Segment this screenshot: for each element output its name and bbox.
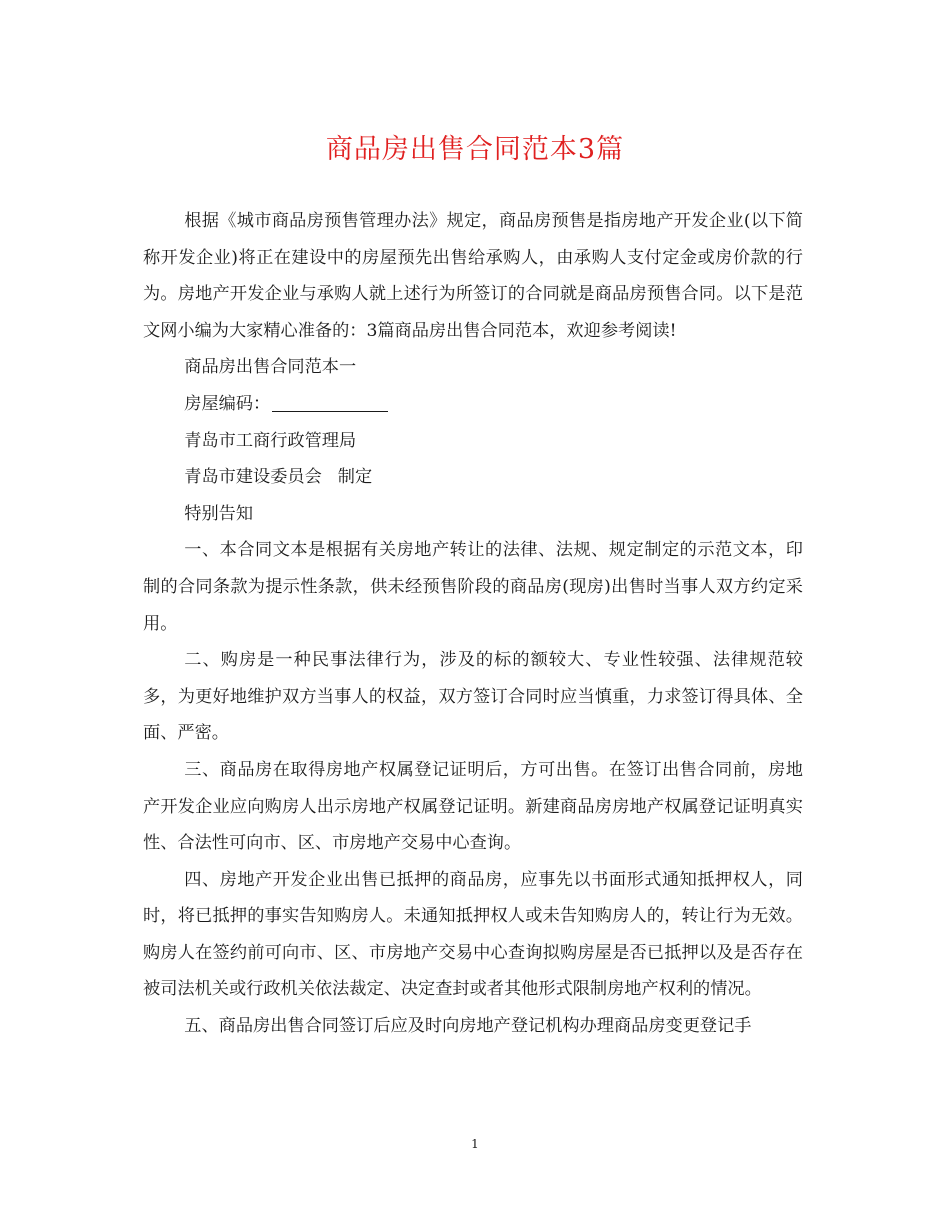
notice-item-3: 三、商品房在取得房地产权属登记证明后，方可出售。在签订出售合同前，房地产开发企业应向购房人出示房地产权属登记证明。新建商品房房地产权属登记证明真实性、合法性可向市、区、市房地产交易中心查询。	[143, 759, 803, 854]
house-code-label: 房屋编码：	[184, 393, 271, 414]
house-code-blank	[272, 389, 388, 412]
section-heading: 商品房出售合同范本一	[184, 357, 357, 378]
issuer-line-2	[143, 459, 803, 496]
intro-paragraph: 根据《城市商品房预售管理办法》规定，商品房预售是指房地产开发企业(以下简称开发企业)将正在建设中的房屋预先出售给承购人，由承购人支付定金或房价款的行为。房地产开发企业与承购人就上述行为所签订的合同就是商品房预售合同。以下是范文网小编为大家精心准备的：3篇商品房出售合同范本，欢迎参考阅读!	[143, 211, 803, 341]
page-number: 1	[471, 1137, 479, 1151]
notice-heading: 特别告知	[184, 503, 254, 524]
notice-item-4: 四、房地产开发企业出售已抵押的商品房，应事先以书面形式通知抵押权人，同时，将已抵押的事实告知购房人。未通知抵押权人或未告知购房人的，转让行为无效。购房人在签约前可向市、区、市房地产交易中心查询拟购房屋是否已抵押以及是否存在被司法机关或行政机关依法裁定、决定查封或者其他形式限制房地产权利的情况。	[143, 869, 803, 1000]
notice-item-5: 五、商品房出售合同签订后应及时向房地产登记机构办理商品房变更登记手	[184, 1016, 752, 1037]
issuer-2-suffix: 制定	[337, 467, 373, 488]
house-code-line	[143, 386, 803, 423]
notice-item-2: 二、购房是一种民事法律行为，涉及的标的额较大、专业性较强、法律规范较多，为更好地维护双方当事人的权益，双方签订合同时应当慎重，力求签订得具体、全面、严密。	[143, 650, 803, 744]
document-body	[143, 203, 803, 1045]
notice-item-1: 一、本合同文本是根据有关房地产转让的法律、法规、规定制定的示范文本，印制的合同条款为提示性条款，供未经预售阶段的商品房(现房)出售时当事人双方约定采用。	[143, 540, 803, 634]
issuer-line-1: 青岛市工商行政管理局	[184, 430, 357, 451]
issuer-2-name: 青岛市建设委员会	[184, 467, 322, 488]
document-title: 商品房出售合同范本3篇	[325, 134, 625, 165]
